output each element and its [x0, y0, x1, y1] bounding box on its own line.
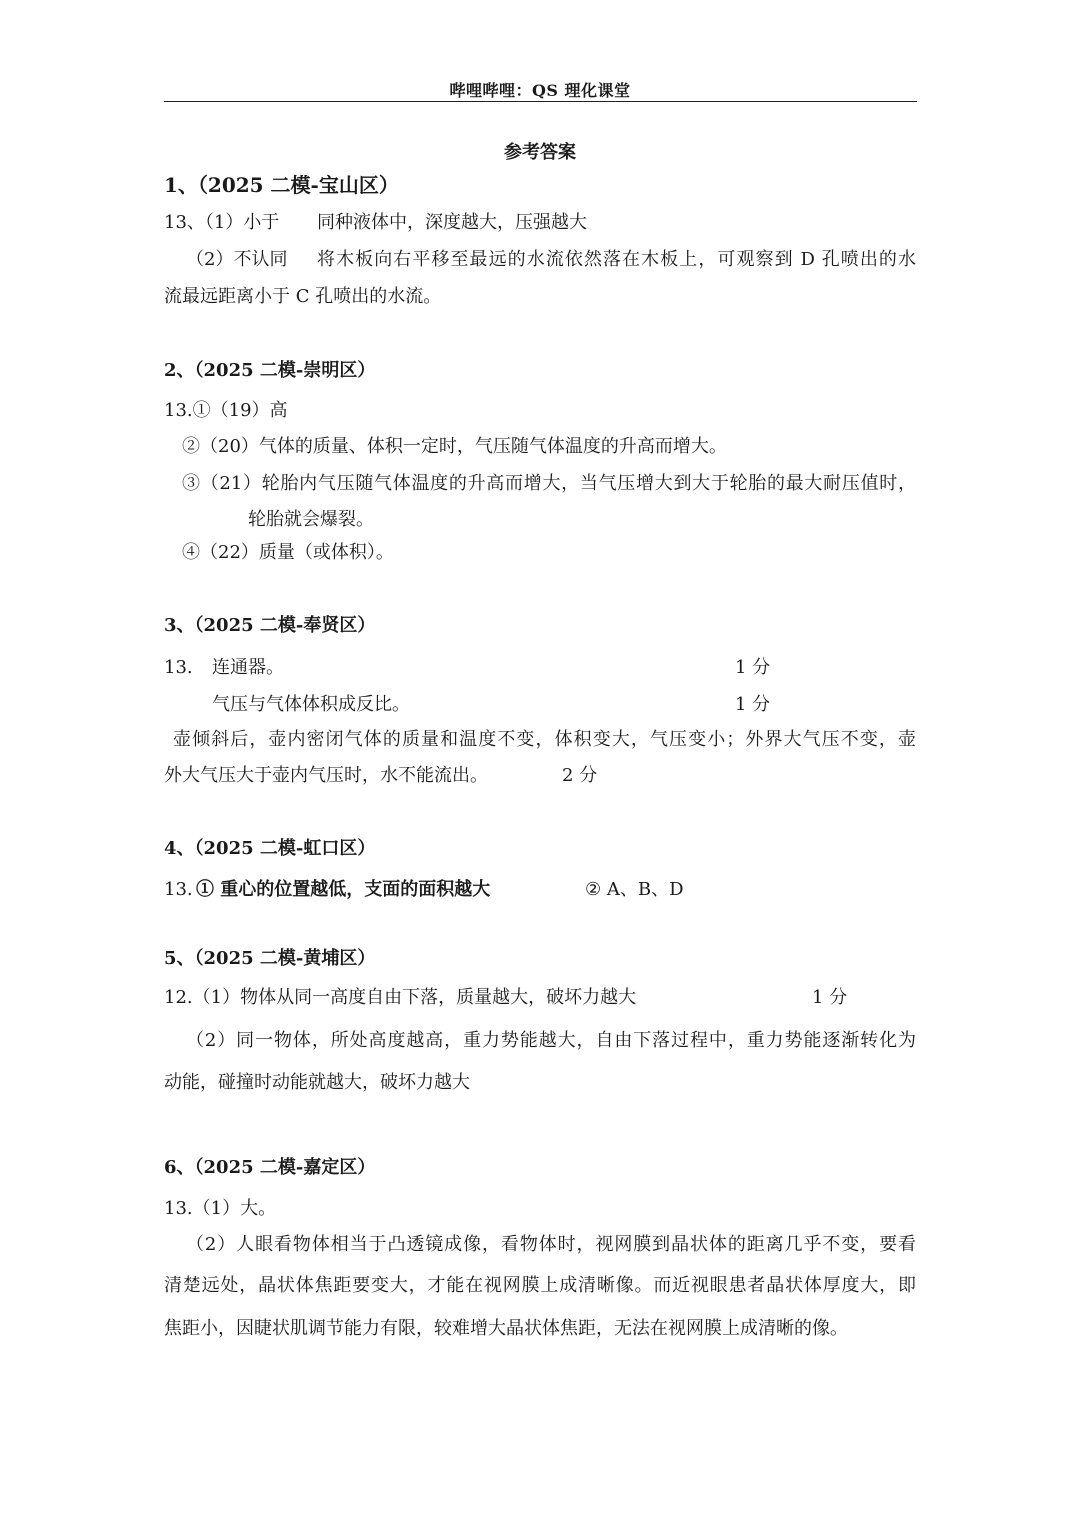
answer-line: 焦距小，因睫状肌调节能力有限，较难增大晶状体焦距，无法在视网膜上成清晰的像。	[164, 1318, 848, 1339]
answer-line: 外大气压大于壶内气压时，水不能流出。	[164, 765, 488, 786]
answer-line: 12.（1）物体从同一高度自由下落，质量越大，破坏力越大	[164, 987, 637, 1008]
answer-line: 流最远距离小于 C 孔喷出的水流。	[164, 286, 442, 307]
answer-line: ② A、B、D	[585, 879, 684, 900]
answer-line: 13.	[164, 657, 193, 678]
score: 1 分	[735, 694, 771, 715]
answer-line: 动能，碰撞时动能就越大，破坏力越大	[164, 1072, 470, 1093]
answer-line: ②（20）气体的质量、体积一定时，气压随气体温度的升高而增大。	[182, 436, 727, 457]
answer-line: 壶倾斜后，壶内密闭气体的质量和温度不变，体积变大，气压变小；外界大气压不变，壶	[173, 729, 916, 750]
page-header: 哔哩哔哩：QS 理化课堂	[449, 81, 631, 100]
answer-line: 同种液体中，深度越大，压强越大	[317, 212, 587, 233]
answer-line: ③（21）轮胎内气压随气体温度的升高而增大，当气压增大到大于轮胎的最大耐压值时，	[182, 473, 916, 494]
answer-line: ① 重心的位置越低，支面的面积越大	[196, 879, 491, 900]
score: 1 分	[812, 987, 848, 1008]
header-rule	[164, 101, 917, 102]
score: 1 分	[735, 657, 771, 678]
page-title: 参考答案	[504, 142, 576, 163]
section-heading-4: 4、（2025 二模-虹口区）	[164, 838, 376, 859]
answer-line: ④（22）质量（或体积）。	[182, 542, 394, 563]
section-heading-3: 3、（2025 二模-奉贤区）	[164, 615, 376, 636]
answer-line: 13.	[164, 879, 193, 900]
answer-line: 气压与气体体积成反比。	[212, 694, 410, 715]
answer-line: 连通器。	[212, 657, 284, 678]
answer-line: 将木板向右平移至最远的水流依然落在木板上，可观察到 D 孔喷出的水	[317, 249, 916, 270]
section-heading-2: 2、（2025 二模-崇明区）	[164, 360, 376, 381]
answer-line: 13、（1）小于	[164, 212, 280, 233]
answer-line: 清楚远处，晶状体焦距要变大，才能在视网膜上成清晰像。而近视眼患者晶状体厚度大，即	[164, 1275, 916, 1296]
answer-line: （2）同一物体，所处高度越高，重力势能越大，自由下落过程中，重力势能逐渐转化为	[186, 1030, 916, 1051]
answer-line: 轮胎就会爆裂。	[248, 509, 374, 530]
score: 2 分	[562, 765, 598, 786]
answer-line: （2）不认同	[186, 249, 288, 270]
answer-line: 13.（1）大。	[164, 1198, 277, 1219]
section-heading-6: 6、（2025 二模-嘉定区）	[164, 1157, 376, 1178]
section-heading-1: 1、（2025 二模-宝山区）	[164, 173, 399, 197]
answer-line: （2）人眼看物体相当于凸透镜成像，看物体时，视网膜到晶状体的距离几乎不变，要看	[186, 1234, 916, 1255]
section-heading-5: 5、（2025 二模-黄埔区）	[164, 948, 376, 969]
answer-line: 13.①（19）高	[164, 400, 288, 421]
